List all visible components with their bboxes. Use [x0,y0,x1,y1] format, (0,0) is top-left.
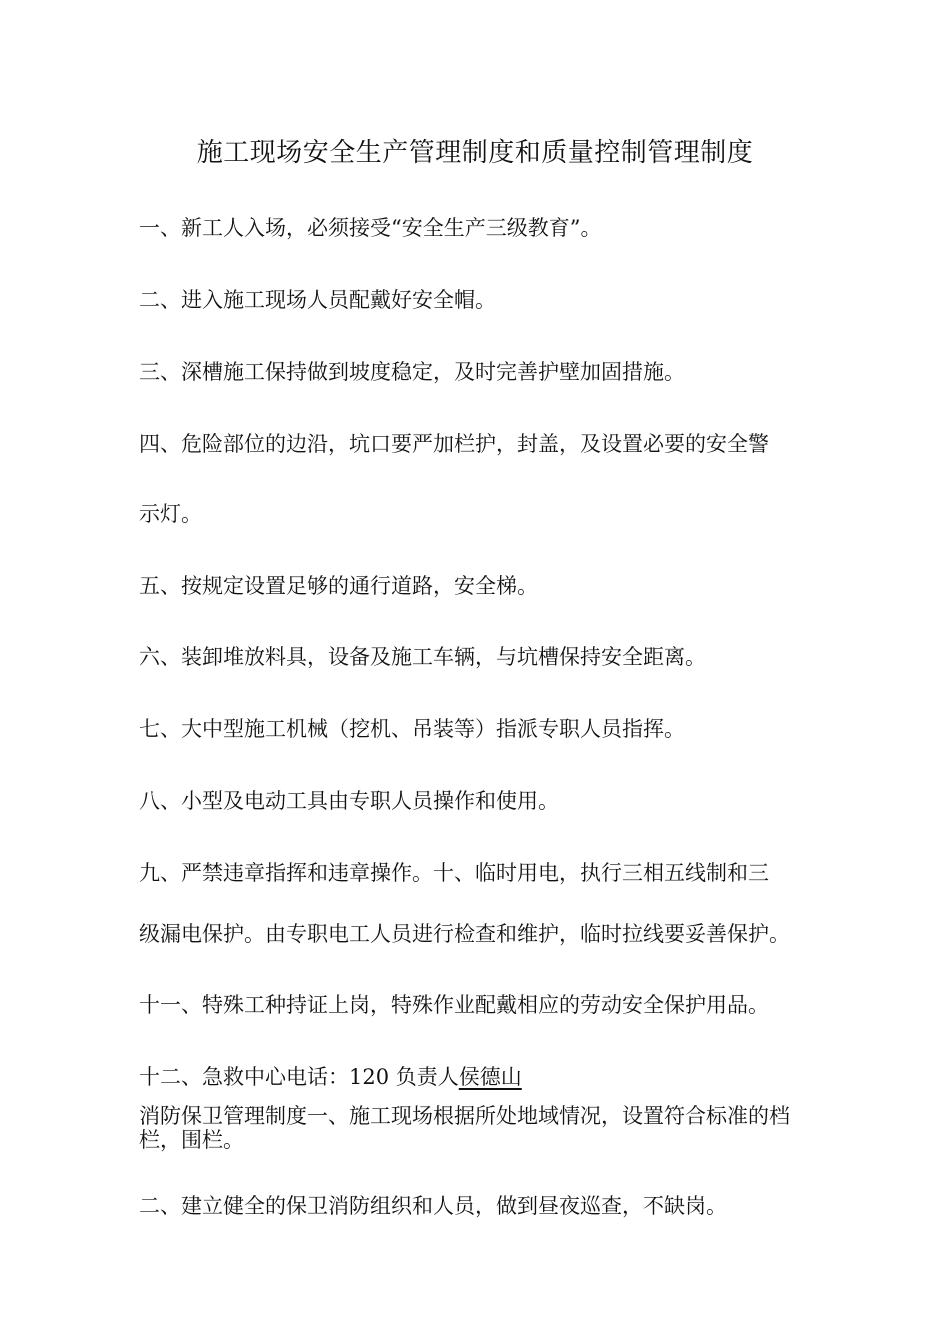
emergency-prefix: 十二、急救中心电话：120 负责人 [139,1065,459,1089]
document-title: 施工现场安全生产管理制度和质量控制管理制度 [196,138,754,168]
rule-line-1: 一、新工人入场，必须接受“安全生产三级教育”。 [139,216,602,240]
rule-line-4-cont: 示灯。 [139,502,202,526]
fire-rule-line-2: 二、建立健全的保卫消防组织和人员，做到昼夜巡查，不缺岗。 [139,1194,727,1218]
rule-line-5: 五、按规定设置足够的通行道路，安全梯。 [139,574,538,598]
rule-line-4: 四、危险部位的边沿，坑口要严加栏护，封盖，及设置必要的安全警 [139,432,769,456]
rule-line-9: 九、严禁违章指挥和违章操作。十、临时用电，执行三相五线制和三 [139,861,769,885]
rule-line-6: 六、装卸堆放料具，设备及施工车辆，与坑槽保持安全距离。 [139,645,706,669]
rule-line-7: 七、大中型施工机械（挖机、吊装等）指派专职人员指挥。 [139,717,685,741]
rule-line-2: 二、进入施工现场人员配戴好安全帽。 [139,288,496,312]
rule-line-10: 级漏电保护。由专职电工人员进行检查和维护，临时拉线要妥善保护。 [139,922,790,946]
rule-line-3: 三、深槽施工保持做到坡度稳定，及时完善护壁加固措施。 [139,360,685,384]
responsible-person-name: 侯德山 [458,1065,522,1089]
rule-line-12 [139,1062,522,1092]
rule-line-11: 十一、特殊工种持证上岗，特殊作业配戴相应的劳动安全保护用品。 [139,993,769,1017]
fire-section-paragraph: 消防保卫管理制度一、施工现场根据所处地域情况，设置符合标准的档栏，围栏。 [139,1104,790,1152]
rule-line-8: 八、小型及电动工具由专职人员操作和使用。 [139,789,559,813]
